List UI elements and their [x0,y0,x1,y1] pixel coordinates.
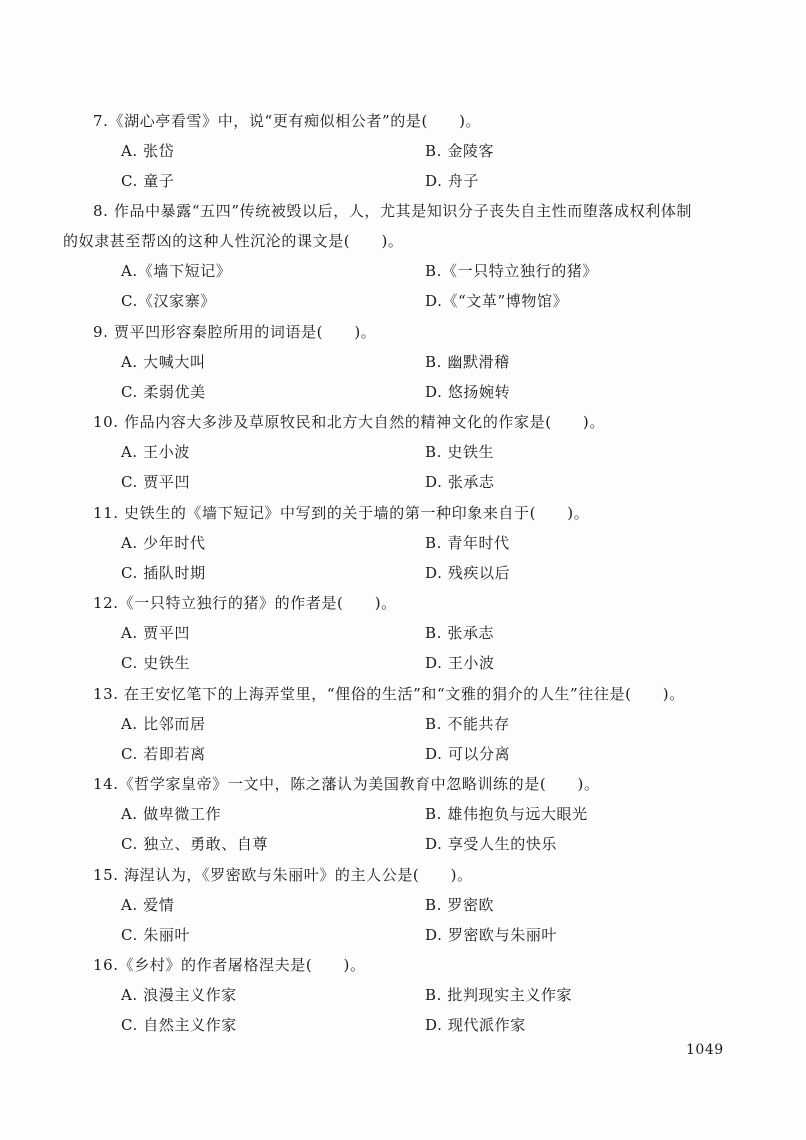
question-7-stem: 7.《湖心亭看雪》中，说“更有痴似相公者”的是( )。 [93,112,482,130]
question-11-option-c: C. 插队时期 [121,564,206,582]
question-8-option-c: C.《汉家寨》 [121,292,216,310]
question-16-option-b: B. 批判现实主义作家 [425,986,573,1004]
question-10-option-c: C. 贾平凹 [121,473,191,491]
question-9-option-a: A. 大喊大叫 [121,353,206,371]
question-15-option-b: B. 罗密欧 [425,896,495,914]
question-9-stem: 9. 贾平凹形容秦腔所用的词语是( )。 [93,323,377,341]
question-14-option-b: B. 雄伟抱负与远大眼光 [425,805,588,823]
question-8-stem-continued: 的奴隶甚至帮凶的这种人性沉沦的课文是( )。 [63,232,404,250]
question-10-stem: 10. 作品内容大多涉及草原牧民和北方大自然的精神文化的作家是( )。 [93,413,605,431]
question-15-stem: 15. 海涅认为，《罗密欧与朱丽叶》的主人公是( )。 [93,866,473,884]
question-9-option-d: D. 悠扬婉转 [425,383,511,401]
question-13-option-b: B. 不能共存 [425,715,510,733]
question-12-option-c: C. 史铁生 [121,654,191,672]
question-11-option-a: A. 少年时代 [121,534,206,552]
question-14-stem: 14.《哲学家皇帝》一文中，陈之藩认为美国教育中忽略训练的是( )。 [93,775,600,793]
question-13-option-a: A. 比邻而居 [121,715,206,733]
question-8-option-b: B.《一只特立独行的猪》 [425,262,598,280]
question-13-option-d: D. 可以分离 [425,745,511,763]
question-7-option-b: B. 金陵客 [425,142,495,160]
question-9-option-b: B. 幽默滑稽 [425,353,510,371]
question-13-option-c: C. 若即若离 [121,745,206,763]
question-12-option-b: B. 张承志 [425,624,495,642]
question-16-stem: 16.《乡村》的作者屠格涅夫是( )。 [93,956,366,974]
question-15-option-a: A. 爱情 [121,896,175,914]
question-10-option-b: B. 史铁生 [425,443,495,461]
question-14-option-a: A. 做卑微工作 [121,805,222,823]
question-12-stem: 12.《一只特立独行的猪》的作者是( )。 [93,594,397,612]
question-10-option-d: D. 张承志 [425,473,495,491]
question-15-option-d: D. 罗密欧与朱丽叶 [425,926,558,944]
question-11-option-d: D. 残疾以后 [425,564,511,582]
question-16-option-d: D. 现代派作家 [425,1016,526,1034]
question-11-option-b: B. 青年时代 [425,534,510,552]
question-16-option-a: A. 浪漫主义作家 [121,986,237,1004]
question-10-option-a: A. 王小波 [121,443,190,461]
question-14-option-c: C. 独立、勇敢、自尊 [121,835,269,853]
question-7-option-c: C. 童子 [121,172,175,190]
question-7-option-a: A. 张岱 [121,142,175,160]
question-7-option-d: D. 舟子 [425,172,480,190]
question-8-option-a: A.《墙下短记》 [121,262,232,280]
question-11-stem: 11. 史铁生的《墙下短记》中写到的关于墙的第一种印象来自于( )。 [93,504,590,522]
question-12-option-a: A. 贾平凹 [121,624,190,642]
question-9-option-c: C. 柔弱优美 [121,383,206,401]
page-number: 1049 [686,1042,724,1058]
question-13-stem: 13. 在王安忆笔下的上海弄堂里，“俚俗的生活”和“文雅的狷介的人生”往往是( )。 [93,685,685,703]
question-15-option-c: C. 朱丽叶 [121,926,191,944]
question-8-option-d: D.《“文革”博物馆》 [425,292,569,310]
question-16-option-c: C. 自然主义作家 [121,1016,237,1034]
question-14-option-d: D. 享受人生的快乐 [425,835,558,853]
question-8-stem: 8. 作品中暴露“五四”传统被毁以后，人，尤其是知识分子丧失自主性而堕落成权利体制 [93,202,693,220]
question-12-option-d: D. 王小波 [425,654,495,672]
